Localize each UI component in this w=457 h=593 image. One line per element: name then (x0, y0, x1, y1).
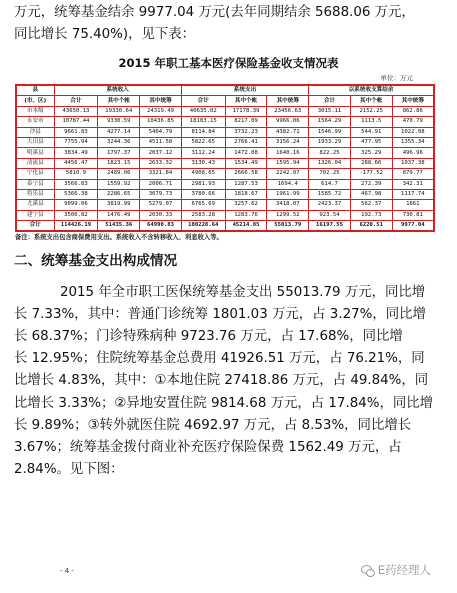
value-cell: 2242.07 (267, 169, 309, 179)
group-header-expense: 系统支出 (181, 86, 308, 96)
value-cell: 3257.62 (225, 200, 267, 210)
value-cell: 477.95 (350, 137, 392, 147)
value-cell: 1037.38 (392, 158, 433, 168)
body-line: 比增长 4.83%，其中：①本地住院 27418.86 万元，占 49.84%，同 (14, 373, 429, 389)
value-cell: 18183.15 (181, 117, 225, 127)
value-cell: 3506.82 (54, 210, 98, 220)
subheader-cell: 其中个帐 (350, 96, 392, 106)
value-cell: 3732.23 (225, 127, 267, 137)
value-cell: 467.98 (350, 189, 392, 199)
value-cell: 9099.06 (54, 200, 98, 210)
table-row (17, 189, 434, 199)
value-cell: 2037.12 (140, 148, 182, 158)
value-cell: 2766.41 (225, 137, 267, 147)
value-cell: 1534.49 (225, 158, 267, 168)
value-cell: 1283.76 (225, 210, 267, 220)
region-cell: 市本级 (17, 106, 55, 116)
subheader-cell: 其中统筹 (267, 96, 309, 106)
value-cell: 4511.58 (140, 137, 182, 147)
value-cell: 9330.59 (98, 117, 140, 127)
value-cell: 496.96 (392, 148, 433, 158)
table-row (17, 117, 434, 127)
value-cell: 8217.09 (225, 117, 267, 127)
value-cell: 192.73 (350, 210, 392, 220)
table-row (17, 137, 434, 147)
table-title: 2015 年职工基本医疗保险基金收支情况表 (118, 56, 339, 70)
value-cell: 5810.9 (54, 169, 98, 179)
value-cell: 2006.71 (140, 179, 182, 189)
body-line: 比增长 3.33%；②异地安置住院 9814.68 万元，占 17.84%，同比增 (14, 395, 434, 411)
value-cell: 3015.11 (309, 106, 351, 116)
value-cell: 730.81 (392, 210, 433, 220)
value-cell: 5279.07 (140, 200, 182, 210)
value-cell: 862.86 (392, 106, 433, 116)
intro-line-1: 万元，统筹基金结余 9977.04 万元(去年同期结余 5688.06 万元， (14, 5, 415, 20)
body-line: 长 9.89%；③转外就医住院 4692.97 万元，占 8.53%，同比增长 (14, 417, 412, 433)
subheader-cell: 其中个帐 (225, 96, 267, 106)
value-cell: 2286.65 (98, 189, 140, 199)
region-cell: 沙县 (17, 127, 55, 137)
value-cell: 1818.67 (225, 189, 267, 199)
value-cell: 1595.94 (267, 158, 309, 168)
value-cell: 272.39 (350, 179, 392, 189)
value-cell: 2423.37 (309, 200, 351, 210)
value-cell: 923.54 (309, 210, 351, 220)
value-cell: 24319.49 (140, 106, 182, 116)
page-number: - 4 - (60, 567, 74, 575)
value-cell: 3819.99 (98, 200, 140, 210)
table-row (17, 179, 434, 189)
value-cell: 55013.79 (267, 221, 309, 231)
value-cell: 16197.55 (309, 221, 351, 231)
value-cell: 544.91 (350, 127, 392, 137)
value-cell: 1694.4 (267, 179, 309, 189)
value-cell: 342.31 (392, 179, 433, 189)
subheader-cell: 其中统筹 (140, 96, 182, 106)
value-cell: 5822.65 (181, 137, 225, 147)
section-heading: 二、统筹基金支出构成情况 (14, 253, 178, 269)
value-cell: 2583.28 (181, 210, 225, 220)
value-cell: 3566.83 (54, 179, 98, 189)
value-cell: 5404.79 (140, 127, 182, 137)
value-cell: 325.29 (350, 148, 392, 158)
value-cell: 4382.71 (267, 127, 309, 137)
region-cell: 永安市 (17, 117, 55, 127)
value-cell: 1113.5 (350, 117, 392, 127)
watermark-text: E药经理人 (377, 563, 431, 577)
value-cell: 114426.19 (54, 221, 98, 231)
value-cell: 40635.02 (181, 106, 225, 116)
fund-table-container (15, 84, 435, 232)
table-row (17, 210, 434, 220)
value-cell: 1640.16 (267, 148, 309, 158)
value-cell: 6220.51 (350, 221, 392, 231)
value-cell: 3112.24 (181, 148, 225, 158)
region-cell: 合计 (17, 221, 55, 231)
header-region-bottom: (市、区) (17, 96, 55, 106)
value-cell: 3244.36 (98, 137, 140, 147)
table-row (17, 127, 434, 137)
value-cell: 1559.92 (98, 179, 140, 189)
value-cell: 1299.52 (267, 210, 309, 220)
subheader-cell: 合计 (54, 96, 98, 106)
value-cell: 288.66 (350, 158, 392, 168)
group-header-income: 系统收入 (54, 86, 181, 96)
value-cell: 10436.85 (140, 117, 182, 127)
intro-line-2: 同比增长 75.40%)，见下表： (14, 27, 196, 42)
subheader-cell: 其中统筹 (392, 96, 433, 106)
value-cell: 1472.08 (225, 148, 267, 158)
value-cell: 2489.06 (98, 169, 140, 179)
value-cell: 10787.44 (54, 117, 98, 127)
region-cell: 将乐县 (17, 189, 55, 199)
body-line: 长 7.33%，其中：普通门诊统筹 1801.03 万元，占 3.27%，同比增 (14, 307, 426, 323)
table-row (17, 158, 434, 168)
subheader-cell: 合计 (309, 96, 351, 106)
value-cell: 1476.49 (98, 210, 140, 220)
value-cell: 45214.85 (225, 221, 267, 231)
value-cell: 3834.49 (54, 148, 98, 158)
value-cell: 614.7 (309, 179, 351, 189)
wechat-icon (361, 565, 375, 576)
value-cell: 8114.84 (181, 127, 225, 137)
subheader-cell: 合计 (181, 96, 225, 106)
value-cell: 3079.73 (140, 189, 182, 199)
value-cell: 3321.84 (140, 169, 182, 179)
value-cell: 702.25 (309, 169, 351, 179)
value-cell: 43650.13 (54, 106, 98, 116)
region-cell: 宁化县 (17, 169, 55, 179)
table-body (17, 106, 434, 231)
value-cell: 9977.04 (392, 221, 433, 231)
watermark (361, 562, 431, 578)
value-cell: 7755.94 (54, 137, 98, 147)
region-cell: 建宁县 (17, 210, 55, 220)
value-cell: 3156.24 (267, 137, 309, 147)
value-cell: 822.25 (309, 148, 351, 158)
value-cell: 3418.07 (267, 200, 309, 210)
body-line: 长 12.95%；住院统筹基金总费用 41926.51 万元，占 76.21%，同 (14, 351, 425, 367)
table-row (17, 200, 434, 210)
value-cell: 1823.15 (98, 158, 140, 168)
value-cell: 9966.06 (267, 117, 309, 127)
value-cell: 1355.34 (392, 137, 433, 147)
value-cell: 2666.58 (225, 169, 267, 179)
table-row (17, 169, 434, 179)
body-line: 2015 年全市职工医保统筹基金支出 55013.79 万元，同比增 (60, 285, 426, 300)
value-cell: 2633.32 (140, 158, 182, 168)
region-cell: 明溪县 (17, 148, 55, 158)
value-cell: 5366.38 (54, 189, 98, 199)
value-cell: -177.52 (350, 169, 392, 179)
value-cell: 4456.47 (54, 158, 98, 168)
value-cell: 2981.93 (181, 179, 225, 189)
region-cell: 尤溪县 (17, 200, 55, 210)
value-cell: 2030.33 (140, 210, 182, 220)
value-cell: 2152.25 (350, 106, 392, 116)
value-cell: 3780.66 (181, 189, 225, 199)
region-cell: 清流县 (17, 158, 55, 168)
value-cell: 879.77 (392, 169, 433, 179)
body-line: 长 68.37%；门诊特殊病种 9723.76 万元，占 17.68%，同比增 (14, 329, 403, 345)
table-unit: 单位：万元 (380, 74, 413, 82)
value-cell: 1861 (392, 200, 433, 210)
value-cell: 1022.08 (392, 127, 433, 137)
table-row (17, 148, 434, 158)
value-cell: 3130.43 (181, 158, 225, 168)
group-header-balance: 以系统收支算结余 (309, 86, 434, 96)
value-cell: 470.79 (392, 117, 433, 127)
value-cell: 6765.69 (181, 200, 225, 210)
value-cell: 9661.83 (54, 127, 98, 137)
value-cell: 19330.64 (98, 106, 140, 116)
value-cell: 1546.99 (309, 127, 351, 137)
body-line: 2.84%。见下图： (14, 461, 124, 477)
subheader-cell: 其中个帐 (98, 96, 140, 106)
value-cell: 4908.65 (181, 169, 225, 179)
table-note: 备注：系统支出包含商保费用支出。系统收入不含转移收入、利息收入等。 (15, 234, 223, 241)
value-cell: 1585.72 (309, 189, 351, 199)
value-cell: 1797.37 (98, 148, 140, 158)
body-line: 3.67%；统筹基金拨付商业补充医疗保险保费 1562.49 万元，占 (14, 439, 402, 455)
value-cell: 23456.63 (267, 106, 309, 116)
value-cell: 1933.29 (309, 137, 351, 147)
value-cell: 17178.39 (225, 106, 267, 116)
value-cell: 1564.29 (309, 117, 351, 127)
region-cell: 大田县 (17, 137, 55, 147)
value-cell: 562.37 (350, 200, 392, 210)
table-row (17, 221, 434, 231)
value-cell: 51435.36 (98, 221, 140, 231)
table-row (17, 106, 434, 116)
value-cell: 1326.04 (309, 158, 351, 168)
value-cell: 4277.14 (98, 127, 140, 137)
value-cell: 1961.99 (267, 189, 309, 199)
value-cell: 100228.64 (181, 221, 225, 231)
region-cell: 泰宁县 (17, 179, 55, 189)
header-region-top: 县 (17, 86, 55, 96)
value-cell: 1117.74 (392, 189, 433, 199)
value-cell: 64990.83 (140, 221, 182, 231)
value-cell: 1287.53 (225, 179, 267, 189)
fund-table (16, 85, 434, 231)
